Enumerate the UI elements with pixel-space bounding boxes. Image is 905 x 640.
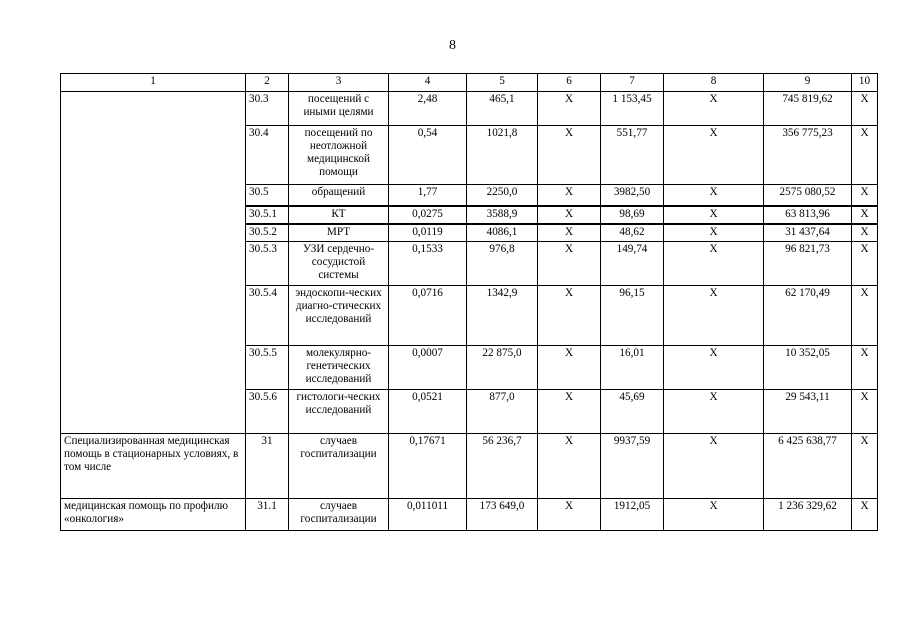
col6-cell: Х xyxy=(538,285,601,345)
col8-cell: Х xyxy=(664,498,764,530)
code-cell: 30.5.1 xyxy=(246,206,289,224)
col4-cell: 0,54 xyxy=(389,126,467,185)
col9-cell: 31 437,64 xyxy=(764,224,852,242)
col6-cell: Х xyxy=(538,206,601,224)
col9-cell: 356 775,23 xyxy=(764,126,852,185)
table-row xyxy=(61,433,878,498)
col8-cell: Х xyxy=(664,224,764,242)
col10-cell: Х xyxy=(852,433,878,498)
col7-cell: 45,69 xyxy=(601,389,664,433)
table-row xyxy=(61,498,878,530)
col4-cell: 0,0119 xyxy=(389,224,467,242)
code-cell: 30.5.2 xyxy=(246,224,289,242)
col6-cell: Х xyxy=(538,92,601,126)
column-header: 9 xyxy=(764,74,852,92)
col9-cell: 2575 080,52 xyxy=(764,185,852,206)
column-header: 8 xyxy=(664,74,764,92)
code-cell: 30.5 xyxy=(246,185,289,206)
col6-cell: Х xyxy=(538,498,601,530)
col9-cell: 745 819,62 xyxy=(764,92,852,126)
col6-cell: Х xyxy=(538,185,601,206)
col10-cell: Х xyxy=(852,126,878,185)
header-row xyxy=(61,74,878,92)
col10-cell: Х xyxy=(852,498,878,530)
col9-cell: 62 170,49 xyxy=(764,285,852,345)
col8-cell: Х xyxy=(664,206,764,224)
col6-cell: Х xyxy=(538,126,601,185)
column-header: 4 xyxy=(389,74,467,92)
col7-cell: 149,74 xyxy=(601,241,664,285)
column-header: 5 xyxy=(467,74,538,92)
col7-cell: 551,77 xyxy=(601,126,664,185)
col7-cell: 3982,50 xyxy=(601,185,664,206)
col8-cell: Х xyxy=(664,241,764,285)
col5-cell: 22 875,0 xyxy=(467,345,538,389)
unit-cell: обращений xyxy=(289,185,389,206)
col7-cell: 1 153,45 xyxy=(601,92,664,126)
col9-cell: 10 352,05 xyxy=(764,345,852,389)
unit-cell: молекулярно-генетических исследований xyxy=(289,345,389,389)
unit-cell: случаев госпитализации xyxy=(289,433,389,498)
col8-cell: Х xyxy=(664,126,764,185)
label-cell: Специализированная медицинская помощь в стационарных условиях, в том числе xyxy=(61,433,246,498)
col8-cell: Х xyxy=(664,433,764,498)
col8-cell: Х xyxy=(664,185,764,206)
col9-cell: 96 821,73 xyxy=(764,241,852,285)
col5-cell: 173 649,0 xyxy=(467,498,538,530)
unit-cell: КТ xyxy=(289,206,389,224)
unit-cell: гистологи-ческих исследований xyxy=(289,389,389,433)
col7-cell: 98,69 xyxy=(601,206,664,224)
unit-cell: посещений по неотложной медицинской помощи xyxy=(289,126,389,185)
table-row xyxy=(61,92,878,126)
col4-cell: 2,48 xyxy=(389,92,467,126)
col5-cell: 2250,0 xyxy=(467,185,538,206)
col4-cell: 0,0275 xyxy=(389,206,467,224)
col10-cell: Х xyxy=(852,206,878,224)
col4-cell: 0,0007 xyxy=(389,345,467,389)
unit-cell: посещений с иными целями xyxy=(289,92,389,126)
col10-cell: Х xyxy=(852,185,878,206)
column-header: 3 xyxy=(289,74,389,92)
code-cell: 31.1 xyxy=(246,498,289,530)
col6-cell: Х xyxy=(538,345,601,389)
label-cell xyxy=(61,92,246,434)
col5-cell: 1021,8 xyxy=(467,126,538,185)
data-table xyxy=(60,73,878,531)
col5-cell: 877,0 xyxy=(467,389,538,433)
col5-cell: 465,1 xyxy=(467,92,538,126)
col8-cell: Х xyxy=(664,345,764,389)
col10-cell: Х xyxy=(852,345,878,389)
col5-cell: 1342,9 xyxy=(467,285,538,345)
col5-cell: 4086,1 xyxy=(467,224,538,242)
col4-cell: 0,011011 xyxy=(389,498,467,530)
unit-cell: эндоскопи-ческих диагно-стических исследований xyxy=(289,285,389,345)
col4-cell: 1,77 xyxy=(389,185,467,206)
col7-cell: 96,15 xyxy=(601,285,664,345)
col9-cell: 1 236 329,62 xyxy=(764,498,852,530)
col9-cell: 63 813,96 xyxy=(764,206,852,224)
col8-cell: Х xyxy=(664,389,764,433)
col6-cell: Х xyxy=(538,433,601,498)
unit-cell: МРТ xyxy=(289,224,389,242)
col10-cell: Х xyxy=(852,241,878,285)
code-cell: 31 xyxy=(246,433,289,498)
col4-cell: 0,0716 xyxy=(389,285,467,345)
col5-cell: 3588,9 xyxy=(467,206,538,224)
col4-cell: 0,0521 xyxy=(389,389,467,433)
col6-cell: Х xyxy=(538,241,601,285)
unit-cell: УЗИ сердечно-сосудистой системы xyxy=(289,241,389,285)
col5-cell: 56 236,7 xyxy=(467,433,538,498)
code-cell: 30.5.3 xyxy=(246,241,289,285)
col10-cell: Х xyxy=(852,224,878,242)
col10-cell: Х xyxy=(852,285,878,345)
col4-cell: 0,17671 xyxy=(389,433,467,498)
col4-cell: 0,1533 xyxy=(389,241,467,285)
column-header: 7 xyxy=(601,74,664,92)
col7-cell: 9937,59 xyxy=(601,433,664,498)
col8-cell: Х xyxy=(664,92,764,126)
label-cell: медицинская помощь по профилю «онкология» xyxy=(61,498,246,530)
col9-cell: 6 425 638,77 xyxy=(764,433,852,498)
col7-cell: 16,01 xyxy=(601,345,664,389)
code-cell: 30.3 xyxy=(246,92,289,126)
page-number: 8 xyxy=(449,38,456,53)
col8-cell: Х xyxy=(664,285,764,345)
col10-cell: Х xyxy=(852,92,878,126)
col9-cell: 29 543,11 xyxy=(764,389,852,433)
column-header: 1 xyxy=(61,74,246,92)
column-header: 10 xyxy=(852,74,878,92)
col6-cell: Х xyxy=(538,224,601,242)
column-header: 6 xyxy=(538,74,601,92)
column-header: 2 xyxy=(246,74,289,92)
code-cell: 30.4 xyxy=(246,126,289,185)
code-cell: 30.5.4 xyxy=(246,285,289,345)
col5-cell: 976,8 xyxy=(467,241,538,285)
col7-cell: 1912,05 xyxy=(601,498,664,530)
code-cell: 30.5.6 xyxy=(246,389,289,433)
unit-cell: случаев госпитализации xyxy=(289,498,389,530)
code-cell: 30.5.5 xyxy=(246,345,289,389)
col6-cell: Х xyxy=(538,389,601,433)
col7-cell: 48,62 xyxy=(601,224,664,242)
col10-cell: Х xyxy=(852,389,878,433)
